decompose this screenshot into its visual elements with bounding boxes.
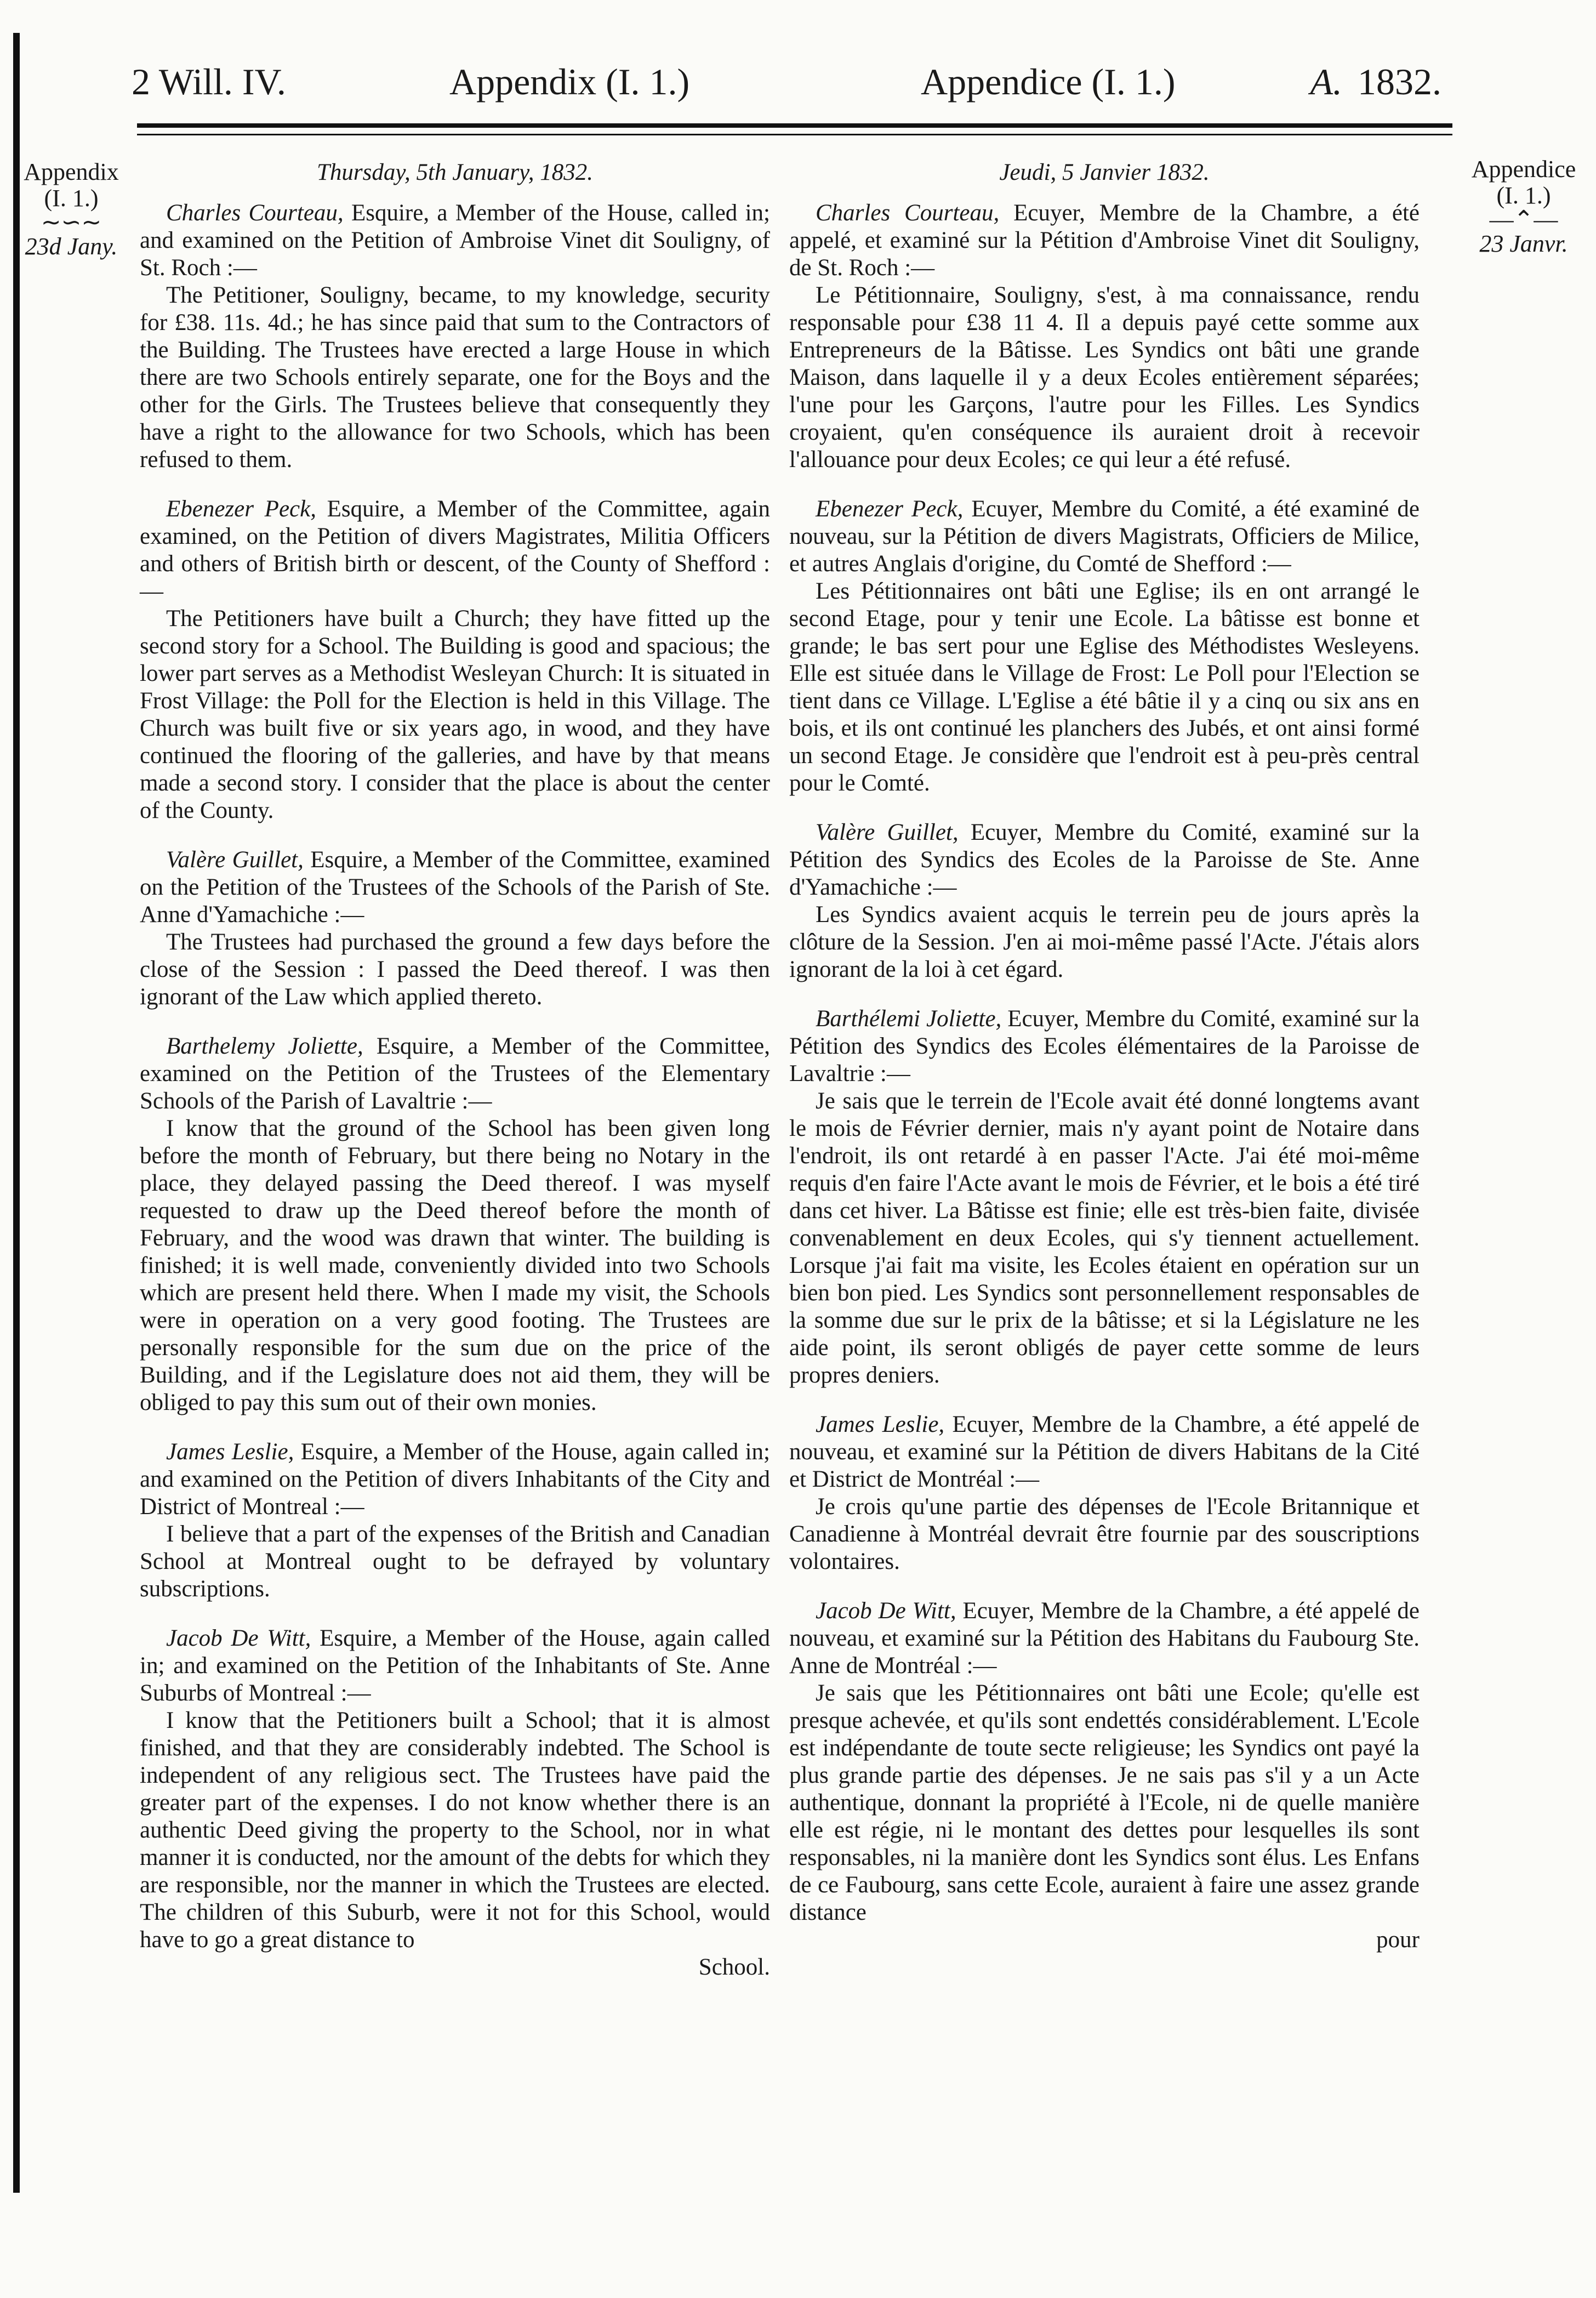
header-rule-thin bbox=[137, 134, 1452, 135]
left-edge-bar bbox=[13, 33, 20, 2193]
regnal-year: 2 Will. IV. bbox=[132, 61, 286, 103]
witness-name: Valère Guillet, bbox=[816, 820, 959, 845]
margin-left-title: Appendix bbox=[24, 158, 119, 185]
testimony-text: I believe that a part of the expenses of the British and Canadian School at Montreal ought to be defrayed by voluntary subscriptions. bbox=[140, 1521, 770, 1602]
entry-intro bbox=[789, 819, 1420, 901]
testimony-text: I know that the ground of the School has been given long before the month of February, but there being no Notary in the place, they delayed passing the Deed thereof. I was myself requested to draw up the Deed thereof before the month of February, and the wood was drawn that winter. The building is finished; it is well made, conveniently divided into two Schools which are present held there. When I made my visit, the Schools were in operation on a very good footing. The Trustees are personally responsible for the sum due on the price of the Building, and if the Legislature does not aid them, they will be obliged to pay this sum out of their own monies. bbox=[140, 1116, 770, 1415]
witness-name: James Leslie, bbox=[816, 1412, 945, 1437]
witness-name: Valère Guillet, bbox=[166, 847, 304, 873]
testimony-text: Je crois qu'une partie des dépenses de l'Ecole Britannique et Canadienne à Montréal devrait être fournie par des souscriptions volontaires. bbox=[789, 1494, 1420, 1574]
entry-intro bbox=[140, 200, 770, 282]
margin-right-ref: (I. 1.) bbox=[1496, 182, 1551, 209]
testimony-text: The Petitioner, Souligny, became, to my knowledge, security for £38. 11s. 4d.; he has since paid that sum to the Contractors of the Building. The Trustees have erected a large House in which there are two Schools entirely separate, one for the Boys and the other for the Girls. The Trustees believe that consequently they have a right to the allowance for two Schools, which has been refused to them. bbox=[140, 282, 770, 473]
margin-note-left bbox=[16, 159, 126, 260]
intro-text: Ecuyer, Membre de la Chambre, a été appelé, et examiné sur la Pétition d'Ambroise Vinet dit Souligny, de St. Roch :— bbox=[789, 200, 1420, 281]
intro-text: Esquire, a Member of the House, called in; and examined on the Petition of Ambroise Vinet dit Souligny, of St. Roch :— bbox=[140, 200, 770, 281]
catchword: School. bbox=[698, 1954, 770, 1980]
margin-right-title: Appendice bbox=[1471, 156, 1576, 183]
testimony-text: I know that the Petitioners built a School; that it is almost finished, and that they are considerably indebted. The School is independent of any religious sect. The Trustees have paid the greater part of the expenses. I do not know whether there is an authentic Deed giving the property to the School, nor in what manner it is conducted, nor the amount of the debts for which they are responsible, nor the manner in which the Trustees are elected. The children of this Suburb, were it not for this School, would have to go a great distance to bbox=[140, 1708, 770, 1953]
year-label bbox=[1310, 60, 1441, 104]
entry-intro bbox=[140, 1033, 770, 1115]
testimony-text: The Petitioners have built a Church; they have fitted up the second story for a School. The Building is good and spacious; the lower part serves as a Methodist Wesleyan Church: It is situated in Frost Village: the Poll for the Election is held in this Village. The Church was built five or six years ago, in wood, and they have continued the flooring of the galleries, and have by that means made a second story. I consider that the place is about the center of the County. bbox=[140, 606, 770, 823]
intro-text: Ecuyer, Membre de la Chambre, a été appelé de nouveau, et examiné sur la Pétition de divers Habitans de la Cité et District de Montréal :— bbox=[789, 1412, 1420, 1492]
entry-intro bbox=[140, 1625, 770, 1707]
intro-text: Esquire, a Member of the Committee, examined on the Petition of the Trustees of the Elementary Schools of the Parish of Lavaltrie :— bbox=[140, 1033, 771, 1114]
intro-text: Ecuyer, Membre de la Chambre, a été appelé de nouveau, et examiné sur la Pétition des Habitans du Faubourg Ste. Anne de Montréal :— bbox=[789, 1598, 1420, 1679]
page-header bbox=[132, 49, 1441, 110]
entry-intro bbox=[789, 1005, 1420, 1088]
header-rule-thick bbox=[137, 123, 1452, 128]
year-letter: A. bbox=[1310, 61, 1342, 103]
intro-text: Esquire, a Member of the House, again called in; and examined on the Petition of divers Inhabitants of the City and District of Montreal :— bbox=[140, 1439, 771, 1520]
margin-right-date: 23 Janvr. bbox=[1479, 230, 1568, 257]
witness-name: Ebenezer Peck, bbox=[816, 496, 964, 522]
testimony-text: Les Syndics avaient acquis le terrein peu de jours après la clôture de la Session. J'en ai moi-même passé l'Acte. J'étais alors ignorant de la loi à cet égard. bbox=[789, 902, 1420, 982]
english-column bbox=[140, 159, 770, 2003]
margin-left-ref: (I. 1.) bbox=[44, 185, 99, 212]
intro-text: Esquire, a Member of the Committee, examined on the Petition of the Trustees of the Schools of the Parish of Ste. Anne d'Yamachiche :— bbox=[140, 847, 770, 928]
testimony-text: Je sais que le terrein de l'Ecole avait été donné longtems avant le mois de Février dernier, mais n'y ayant point de Notaire dans l'endroit, ils ont retardé à en passer l'Acte. J'ai été moi-même requis d'en faire l'Acte avant le mois de Février, et le bois a été tiré dans cet hiver. La Bâtisse est finie; elle est très-bien faite, divisée convenablement en deux Ecoles, qui s'y tiennent actuellement. Lorsque j'ai fait ma visite, les Ecoles étaient en opération sur un bien bon pied. Les Syndics sont personnellement responsables de la somme due sur le prix de la bâtisse; et si la Législature ne les aide point, ils seront obligés de payer cette somme de leurs propres deniers. bbox=[789, 1088, 1420, 1388]
english-entry-guillet bbox=[140, 846, 770, 1011]
appendix-title-en: Appendix (I. 1.) bbox=[449, 61, 690, 103]
french-date: Jeudi, 5 Janvier 1832. bbox=[999, 160, 1210, 185]
french-entry-peck bbox=[789, 496, 1420, 797]
witness-name: Ebenezer Peck, bbox=[166, 496, 316, 522]
entry-intro bbox=[140, 846, 770, 929]
intro-text: Esquire, a Member of the House, again called in; and examined on the Petition of the Inhabitants of Ste. Anne Suburbs of Montreal :— bbox=[140, 1625, 770, 1706]
testimony-text: Je sais que les Pétitionnaires ont bâti une Ecole; qu'elle est presque achevée, et qu'ils sont endettés considérablement. L'Ecole est indépendante de toute secte religieuse; les Syndics ont payé la plus grande partie des dépenses. Je ne sais pas s'il y a un Acte authentique, donnant la propriété à l'Ecole, ni de quelle manière elle est régie, ni le montant des dettes pour lesquelles ils sont responsables, ni la manière dont les Syndics sont élus. Les Enfans de ce Faubourg, sans cette Ecole, auraient à faire une assez grande distance bbox=[789, 1680, 1420, 1925]
witness-name: Charles Courteau, bbox=[816, 200, 1000, 226]
witness-name: James Leslie, bbox=[166, 1439, 294, 1465]
entry-intro bbox=[789, 200, 1420, 282]
french-entry-leslie bbox=[789, 1411, 1420, 1575]
english-entry-dewitt bbox=[140, 1625, 770, 1981]
french-entry-guillet bbox=[789, 819, 1420, 983]
intro-text: Ecuyer, Membre du Comité, examiné sur la Pétition des Syndics des Ecoles élémentaires de la Paroisse de Lavaltrie :— bbox=[789, 1006, 1420, 1087]
entry-intro bbox=[789, 1411, 1420, 1493]
year-value: 1832. bbox=[1358, 61, 1441, 103]
intro-text: Ecuyer, Membre du Comité, a été examiné de nouveau, sur la Pétition de divers Magistrats, Officiers de Milice, et autres Anglais d'origine, du Comté de Shefford :— bbox=[789, 496, 1420, 577]
english-entry-courteau bbox=[140, 200, 770, 474]
appendix-title-fr: Appendice (I. 1.) bbox=[921, 61, 1176, 103]
french-entry-joliette bbox=[789, 1005, 1420, 1389]
entry-intro bbox=[789, 1597, 1420, 1680]
french-column bbox=[789, 159, 1420, 1976]
margin-note-right bbox=[1455, 156, 1592, 257]
entry-intro bbox=[140, 1438, 770, 1521]
english-entry-peck bbox=[140, 496, 770, 824]
english-date: Thursday, 5th January, 1832. bbox=[316, 160, 594, 185]
english-entry-joliette bbox=[140, 1033, 770, 1417]
testimony-text: Les Pétitionnaires ont bâti une Eglise; ils en ont arrangé le second Etage, pour y tenir une Ecole. La bâtisse est bonne et grande; le bas sert pour une Eglise des Méthodistes Wesleyens. Elle est située dans le Village de Frost: Le Poll pour l'Election se tient dans ce Village. L'Eglise a été bâtie il y a cinq ou six ans en bois, et ils ont continué les planchers des Jubés, et ont ainsi formé un second Etage. Je considère que l'endroit est à peu-près central pour le Comté. bbox=[789, 578, 1420, 796]
english-entry-leslie bbox=[140, 1438, 770, 1603]
catchword: pour bbox=[1376, 1927, 1420, 1953]
witness-name: Charles Courteau, bbox=[166, 200, 344, 226]
french-entry-dewitt bbox=[789, 1597, 1420, 1954]
margin-right-flourish: —⌃— bbox=[1489, 206, 1558, 233]
margin-left-flourish: ∼∽∼ bbox=[41, 209, 102, 236]
french-entry-courteau bbox=[789, 200, 1420, 474]
testimony-text: Le Pétitionnaire, Souligny, s'est, à ma connaissance, rendu responsable pour £38 11 4. Il a depuis payé cette somme aux Entrepreneurs de la Bâtisse. Les Syndics ont bâti une grande Maison, dans laquelle il y a deux Ecoles entièrement séparées; l'une pour les Garçons, l'autre pour les Filles. Les Syndics croyaient, qu'en conséquence ils auraient droit à recevoir l'allouance pour deux Ecoles; ce qui leur a été refusé. bbox=[789, 282, 1420, 473]
witness-name: Barthélemi Joliette, bbox=[816, 1006, 1002, 1032]
intro-text: Ecuyer, Membre du Comité, examiné sur la Pétition des Syndics des Ecoles de la Paroisse de Ste. Anne d'Yamachiche :— bbox=[789, 820, 1420, 900]
testimony-text: The Trustees had purchased the ground a few days before the close of the Session : I passed the Deed thereof. I was then ignorant of the Law which applied thereto. bbox=[140, 929, 770, 1010]
intro-text: Esquire, a Member of the Committee, again examined, on the Petition of divers Magistrates, Militia Officers and others of British birth or descent, of the County of Shefford :— bbox=[140, 496, 770, 604]
witness-name: Jacob De Witt, bbox=[816, 1598, 956, 1624]
witness-name: Barthelemy Joliette, bbox=[166, 1033, 363, 1059]
margin-left-date: 23d Jany. bbox=[25, 233, 118, 260]
entry-intro bbox=[140, 496, 770, 605]
witness-name: Jacob De Witt, bbox=[166, 1625, 311, 1651]
entry-intro bbox=[789, 496, 1420, 578]
